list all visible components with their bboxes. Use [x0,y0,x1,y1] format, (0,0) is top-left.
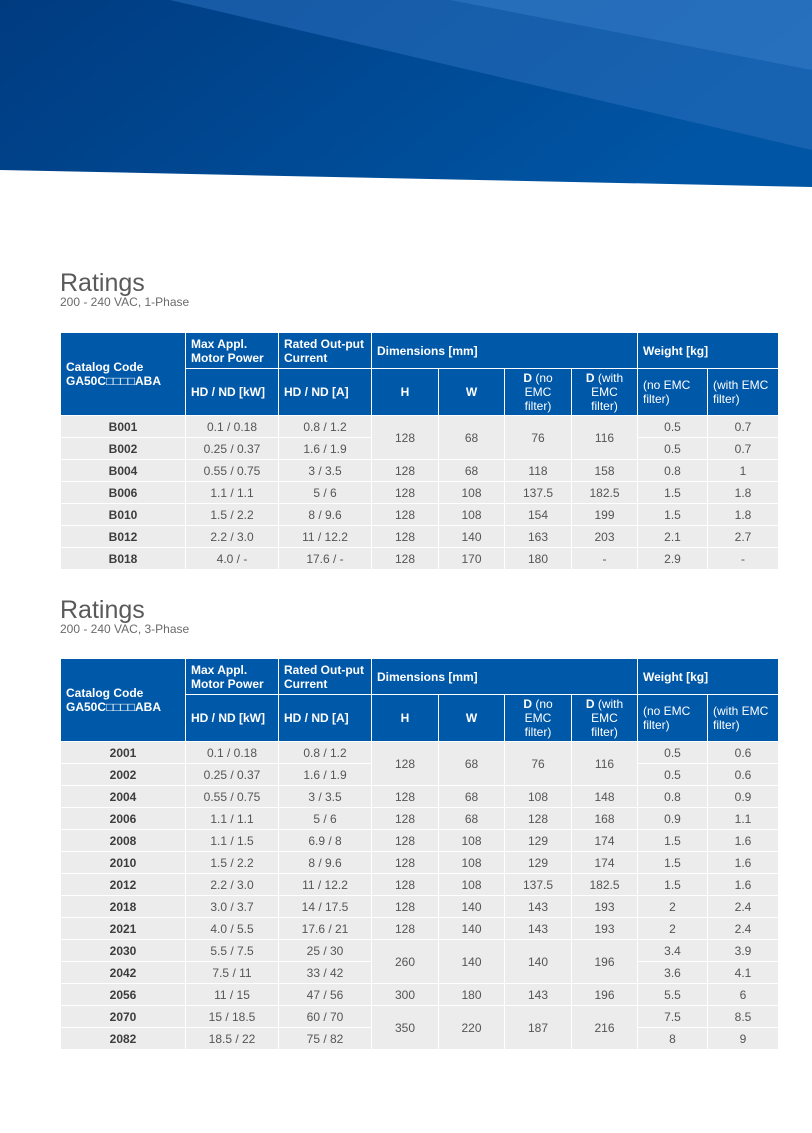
weight-header: Weight [kg] [638,659,779,695]
depth-no-emc-cell: 187 [505,1006,572,1050]
depth-no-emc-cell: 129 [505,852,572,874]
height-cell: 350 [372,1006,439,1050]
height-cell: 128 [372,896,439,918]
weight-no-emc-header: (no EMC filter) [638,369,708,416]
depth-with-emc-cell: 199 [572,504,638,526]
section-title-3-phase: Ratings [60,596,145,624]
height-header: H [372,695,439,742]
weight-with-emc-cell: 4.1 [708,962,779,984]
weight-no-emc-cell: 3.6 [638,962,708,984]
weight-with-emc-cell: - [708,548,779,570]
width-cell: 108 [439,830,505,852]
hd-nd-kw-header: HD / ND [kW] [186,695,279,742]
weight-no-emc-cell: 0.5 [638,438,708,460]
rated-current-header: Rated Out-put Current [279,333,372,369]
depth-with-emc-header: D (with EMC filter) [572,369,638,416]
width-cell: 140 [439,526,505,548]
current-cell: 3 / 3.5 [279,786,372,808]
height-cell: 128 [372,808,439,830]
depth-with-emc-cell: 168 [572,808,638,830]
section-subtitle-3-phase: 200 - 240 VAC, 3-Phase [60,622,190,636]
catalog-code-cell: 2008 [61,830,186,852]
height-cell: 128 [372,526,439,548]
current-cell: 8 / 9.6 [279,504,372,526]
weight-no-emc-cell: 0.8 [638,460,708,482]
weight-with-emc-cell: 9 [708,1028,779,1050]
current-cell: 1.6 / 1.9 [279,438,372,460]
catalog-code-cell: 2082 [61,1028,186,1050]
depth-with-emc-cell: 196 [572,984,638,1006]
width-cell: 68 [439,416,505,460]
depth-with-emc-cell: 116 [572,416,638,460]
catalog-code-cell: 2004 [61,786,186,808]
current-cell: 6.9 / 8 [279,830,372,852]
width-cell: 108 [439,852,505,874]
height-cell: 128 [372,482,439,504]
power-cell: 2.2 / 3.0 [186,874,279,896]
hd-nd-a-header: HD / ND [A] [279,695,372,742]
catalog-code-cell: 2012 [61,874,186,896]
current-cell: 60 / 70 [279,1006,372,1028]
weight-no-emc-cell: 0.9 [638,808,708,830]
current-cell: 3 / 3.5 [279,460,372,482]
current-cell: 1.6 / 1.9 [279,764,372,786]
weight-no-emc-cell: 2 [638,896,708,918]
width-cell: 68 [439,786,505,808]
power-cell: 2.2 / 3.0 [186,526,279,548]
depth-with-emc-cell: 193 [572,896,638,918]
weight-no-emc-header: (no EMC filter) [638,695,708,742]
weight-with-emc-cell: 2.4 [708,896,779,918]
hd-nd-kw-header: HD / ND [kW] [186,369,279,416]
table-row [61,742,779,764]
weight-no-emc-cell: 1.5 [638,504,708,526]
power-cell: 0.1 / 0.18 [186,416,279,438]
depth-no-emc-cell: 140 [505,940,572,984]
depth-with-emc-cell: 174 [572,852,638,874]
depth-with-emc-cell: 203 [572,526,638,548]
weight-with-emc-header: (with EMC filter) [708,369,779,416]
current-cell: 33 / 42 [279,962,372,984]
weight-with-emc-cell: 1.8 [708,482,779,504]
power-cell: 11 / 15 [186,984,279,1006]
weight-with-emc-cell: 1.8 [708,504,779,526]
catalog-code-cell: 2002 [61,764,186,786]
depth-no-emc-header: D (no EMC filter) [505,695,572,742]
power-cell: 4.0 / - [186,548,279,570]
catalog-code-cell: B018 [61,548,186,570]
weight-header: Weight [kg] [638,333,779,369]
max-power-header: Max Appl. Motor Power [186,333,279,369]
width-cell: 108 [439,874,505,896]
height-cell: 128 [372,918,439,940]
weight-with-emc-cell: 8.5 [708,1006,779,1028]
height-cell: 128 [372,460,439,482]
power-cell: 4.0 / 5.5 [186,918,279,940]
width-cell: 140 [439,918,505,940]
weight-with-emc-cell: 1 [708,460,779,482]
depth-with-emc-cell: 148 [572,786,638,808]
current-cell: 17.6 / 21 [279,918,372,940]
power-cell: 0.55 / 0.75 [186,786,279,808]
table-row [61,1006,779,1028]
depth-no-emc-cell: 108 [505,786,572,808]
current-cell: 8 / 9.6 [279,852,372,874]
table-row [61,940,779,962]
catalog-code-header: Catalog Code GA50C□□□□ABA [61,659,186,742]
width-cell: 140 [439,896,505,918]
height-cell: 128 [372,416,439,460]
depth-no-emc-cell: 143 [505,896,572,918]
weight-no-emc-cell: 8 [638,1028,708,1050]
depth-with-emc-cell: 216 [572,1006,638,1050]
power-cell: 0.55 / 0.75 [186,460,279,482]
height-header: H [372,369,439,416]
height-cell: 300 [372,984,439,1006]
height-cell: 128 [372,874,439,896]
catalog-code-cell: B006 [61,482,186,504]
table-row [61,874,779,896]
ratings-table-3-phase [60,658,779,1050]
weight-with-emc-cell: 2.7 [708,526,779,548]
max-power-header: Max Appl. Motor Power [186,659,279,695]
depth-no-emc-cell: 129 [505,830,572,852]
catalog-code-header: Catalog Code GA50C□□□□ABA [61,333,186,416]
depth-no-emc-cell: 118 [505,460,572,482]
height-cell: 128 [372,742,439,786]
table-row [61,460,779,482]
height-cell: 128 [372,830,439,852]
depth-no-emc-cell: 180 [505,548,572,570]
weight-with-emc-cell: 6 [708,984,779,1006]
depth-no-emc-cell: 143 [505,984,572,1006]
table-row [61,830,779,852]
weight-with-emc-cell: 0.9 [708,786,779,808]
weight-no-emc-cell: 1.5 [638,852,708,874]
dimensions-header: Dimensions [mm] [372,333,638,369]
current-cell: 0.8 / 1.2 [279,742,372,764]
depth-with-emc-cell: 182.5 [572,874,638,896]
power-cell: 1.5 / 2.2 [186,504,279,526]
catalog-code-cell: B002 [61,438,186,460]
height-cell: 260 [372,940,439,984]
power-cell: 15 / 18.5 [186,1006,279,1028]
catalog-code-cell: B004 [61,460,186,482]
catalog-code-cell: 2042 [61,962,186,984]
catalog-code-cell: 2018 [61,896,186,918]
height-cell: 128 [372,786,439,808]
depth-with-emc-cell: - [572,548,638,570]
power-cell: 1.1 / 1.5 [186,830,279,852]
current-cell: 11 / 12.2 [279,874,372,896]
catalog-code-cell: 2006 [61,808,186,830]
depth-with-emc-header: D (with EMC filter) [572,695,638,742]
power-cell: 1.5 / 2.2 [186,852,279,874]
weight-no-emc-cell: 0.5 [638,764,708,786]
depth-no-emc-cell: 154 [505,504,572,526]
depth-with-emc-cell: 193 [572,918,638,940]
current-cell: 47 / 56 [279,984,372,1006]
catalog-code-cell: B012 [61,526,186,548]
height-cell: 128 [372,504,439,526]
depth-no-emc-cell: 143 [505,918,572,940]
weight-with-emc-cell: 1.1 [708,808,779,830]
depth-no-emc-cell: 76 [505,742,572,786]
weight-no-emc-cell: 2 [638,918,708,940]
weight-no-emc-cell: 2.9 [638,548,708,570]
weight-with-emc-cell: 1.6 [708,830,779,852]
width-cell: 170 [439,548,505,570]
weight-no-emc-cell: 0.5 [638,742,708,764]
table-row [61,852,779,874]
power-cell: 5.5 / 7.5 [186,940,279,962]
ratings-table-1-phase [60,332,779,570]
catalog-code-cell: 2001 [61,742,186,764]
weight-with-emc-cell: 3.9 [708,940,779,962]
depth-no-emc-cell: 76 [505,416,572,460]
depth-no-emc-header: D (no EMC filter) [505,369,572,416]
depth-no-emc-cell: 137.5 [505,482,572,504]
catalog-code-cell: B010 [61,504,186,526]
table-row [61,416,779,438]
weight-no-emc-cell: 0.8 [638,786,708,808]
depth-with-emc-cell: 196 [572,940,638,984]
table-row [61,526,779,548]
width-cell: 68 [439,742,505,786]
current-cell: 14 / 17.5 [279,896,372,918]
catalog-code-cell: 2021 [61,918,186,940]
catalog-code-cell: 2030 [61,940,186,962]
width-cell: 68 [439,460,505,482]
section-title-1-phase: Ratings [60,269,145,297]
catalog-code-cell: B001 [61,416,186,438]
header-banner [0,0,812,190]
current-cell: 25 / 30 [279,940,372,962]
width-cell: 108 [439,482,505,504]
table-row [61,548,779,570]
catalog-code-cell: 2056 [61,984,186,1006]
table-row [61,504,779,526]
power-cell: 1.1 / 1.1 [186,482,279,504]
width-cell: 68 [439,808,505,830]
table-row [61,984,779,1006]
power-cell: 7.5 / 11 [186,962,279,984]
catalog-code-cell: 2010 [61,852,186,874]
weight-with-emc-cell: 0.6 [708,764,779,786]
table-row [61,482,779,504]
table-row [61,918,779,940]
table-row [61,786,779,808]
current-cell: 11 / 12.2 [279,526,372,548]
power-cell: 0.25 / 0.37 [186,764,279,786]
weight-no-emc-cell: 1.5 [638,874,708,896]
weight-no-emc-cell: 5.5 [638,984,708,1006]
depth-with-emc-cell: 182.5 [572,482,638,504]
weight-no-emc-cell: 7.5 [638,1006,708,1028]
width-cell: 140 [439,940,505,984]
depth-no-emc-cell: 163 [505,526,572,548]
weight-no-emc-cell: 1.5 [638,482,708,504]
depth-no-emc-cell: 137.5 [505,874,572,896]
width-cell: 180 [439,984,505,1006]
power-cell: 1.1 / 1.1 [186,808,279,830]
section-subtitle-1-phase: 200 - 240 VAC, 1-Phase [60,295,190,309]
weight-with-emc-cell: 0.7 [708,416,779,438]
hd-nd-a-header: HD / ND [A] [279,369,372,416]
depth-with-emc-cell: 116 [572,742,638,786]
weight-no-emc-cell: 3.4 [638,940,708,962]
weight-with-emc-cell: 1.6 [708,852,779,874]
catalog-code-cell: 2070 [61,1006,186,1028]
table-row [61,896,779,918]
power-cell: 0.25 / 0.37 [186,438,279,460]
depth-no-emc-cell: 128 [505,808,572,830]
current-cell: 75 / 82 [279,1028,372,1050]
weight-no-emc-cell: 0.5 [638,416,708,438]
table-row [61,808,779,830]
depth-with-emc-cell: 158 [572,460,638,482]
power-cell: 0.1 / 0.18 [186,742,279,764]
weight-with-emc-cell: 1.6 [708,874,779,896]
depth-with-emc-cell: 174 [572,830,638,852]
height-cell: 128 [372,548,439,570]
current-cell: 5 / 6 [279,482,372,504]
width-cell: 108 [439,504,505,526]
rated-current-header: Rated Out-put Current [279,659,372,695]
current-cell: 5 / 6 [279,808,372,830]
power-cell: 3.0 / 3.7 [186,896,279,918]
current-cell: 0.8 / 1.2 [279,416,372,438]
weight-with-emc-cell: 0.6 [708,742,779,764]
weight-no-emc-cell: 2.1 [638,526,708,548]
width-cell: 220 [439,1006,505,1050]
dimensions-header: Dimensions [mm] [372,659,638,695]
current-cell: 17.6 / - [279,548,372,570]
weight-with-emc-header: (with EMC filter) [708,695,779,742]
weight-no-emc-cell: 1.5 [638,830,708,852]
power-cell: 18.5 / 22 [186,1028,279,1050]
height-cell: 128 [372,852,439,874]
width-header: W [439,695,505,742]
weight-with-emc-cell: 2.4 [708,918,779,940]
weight-with-emc-cell: 0.7 [708,438,779,460]
width-header: W [439,369,505,416]
